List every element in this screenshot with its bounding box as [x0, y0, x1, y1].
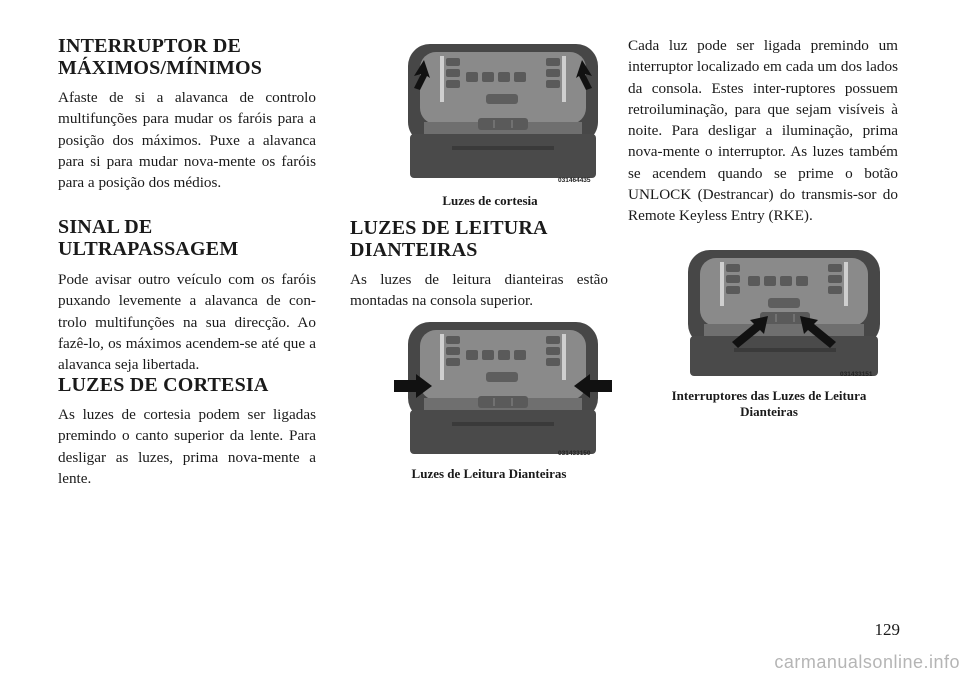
heading-courtesy-lights: LUZES DE CORTESIA	[58, 374, 269, 396]
heading-front-reading-lights: LUZES DE LEITURA DIANTEIRAS	[350, 217, 548, 261]
figure-front-reading-lights	[394, 318, 612, 460]
caption-front-reading-lights: Luzes de Leitura Dianteiras	[411, 466, 567, 481]
paragraph-courtesy-lights: As luzes de cortesia podem ser ligadas premindo o canto superior da lente. Para desligar as luzes, prima nova-mente a lente.	[58, 406, 316, 487]
figure-reading-light-switches	[674, 246, 894, 380]
paragraph-front-reading-lights: As luzes de leitura dianteiras estão montadas na consola superior.	[350, 271, 608, 310]
watermark: carmanualsonline.info	[774, 652, 960, 672]
heading-high-low-beam: INTERRUPTOR DE MÁXIMOS/MÍNIMOS	[58, 35, 263, 79]
figure-courtesy-lights	[394, 38, 612, 186]
caption-courtesy-lights: Luzes de cortesia	[442, 193, 538, 208]
figure-code: 031433151	[840, 371, 873, 378]
paragraph-high-low-beam: Afaste de si a alavanca de controlo multifunções para mudar os faróis para a posição dos máximos. Puxe a alavanca para si para mudar nova-mente os faróis para a posição dos médios.	[58, 89, 316, 192]
overhead-console-illustration	[674, 246, 894, 380]
page-number: 129	[874, 620, 900, 639]
paragraph-flash-to-pass: Pode avisar outro veículo com os faróis puxando levemente a alavanca de con-trolo multifunções na sua direcção. Ao fazê-lo, os máximos acendem-se até que a alavanca seja libertada.	[58, 271, 316, 374]
figure-code: 031433150	[558, 450, 591, 457]
heading-flash-to-pass: SINAL DE ULTRAPASSAGEM	[58, 216, 239, 260]
overhead-console-illustration	[394, 318, 612, 460]
overhead-console-illustration	[394, 38, 612, 186]
paragraph-reading-light-switches: Cada luz pode ser ligada premindo um interruptor localizado em cada um dos lados da consola. Estes inter-ruptores possuem retroiluminação, para que sejam visíveis à noite. Para desligar a iluminação, prima nova-mente o interruptor. As luzes também se acendem quando se prime o botão UNLOCK (Destrancar) do transmis-sor do Remote Keyless Entry (RKE).	[628, 37, 898, 225]
caption-reading-light-switches: Interruptores das Luzes de Leitura Dianteiras	[671, 388, 867, 419]
figure-code: 031464435	[558, 177, 591, 184]
